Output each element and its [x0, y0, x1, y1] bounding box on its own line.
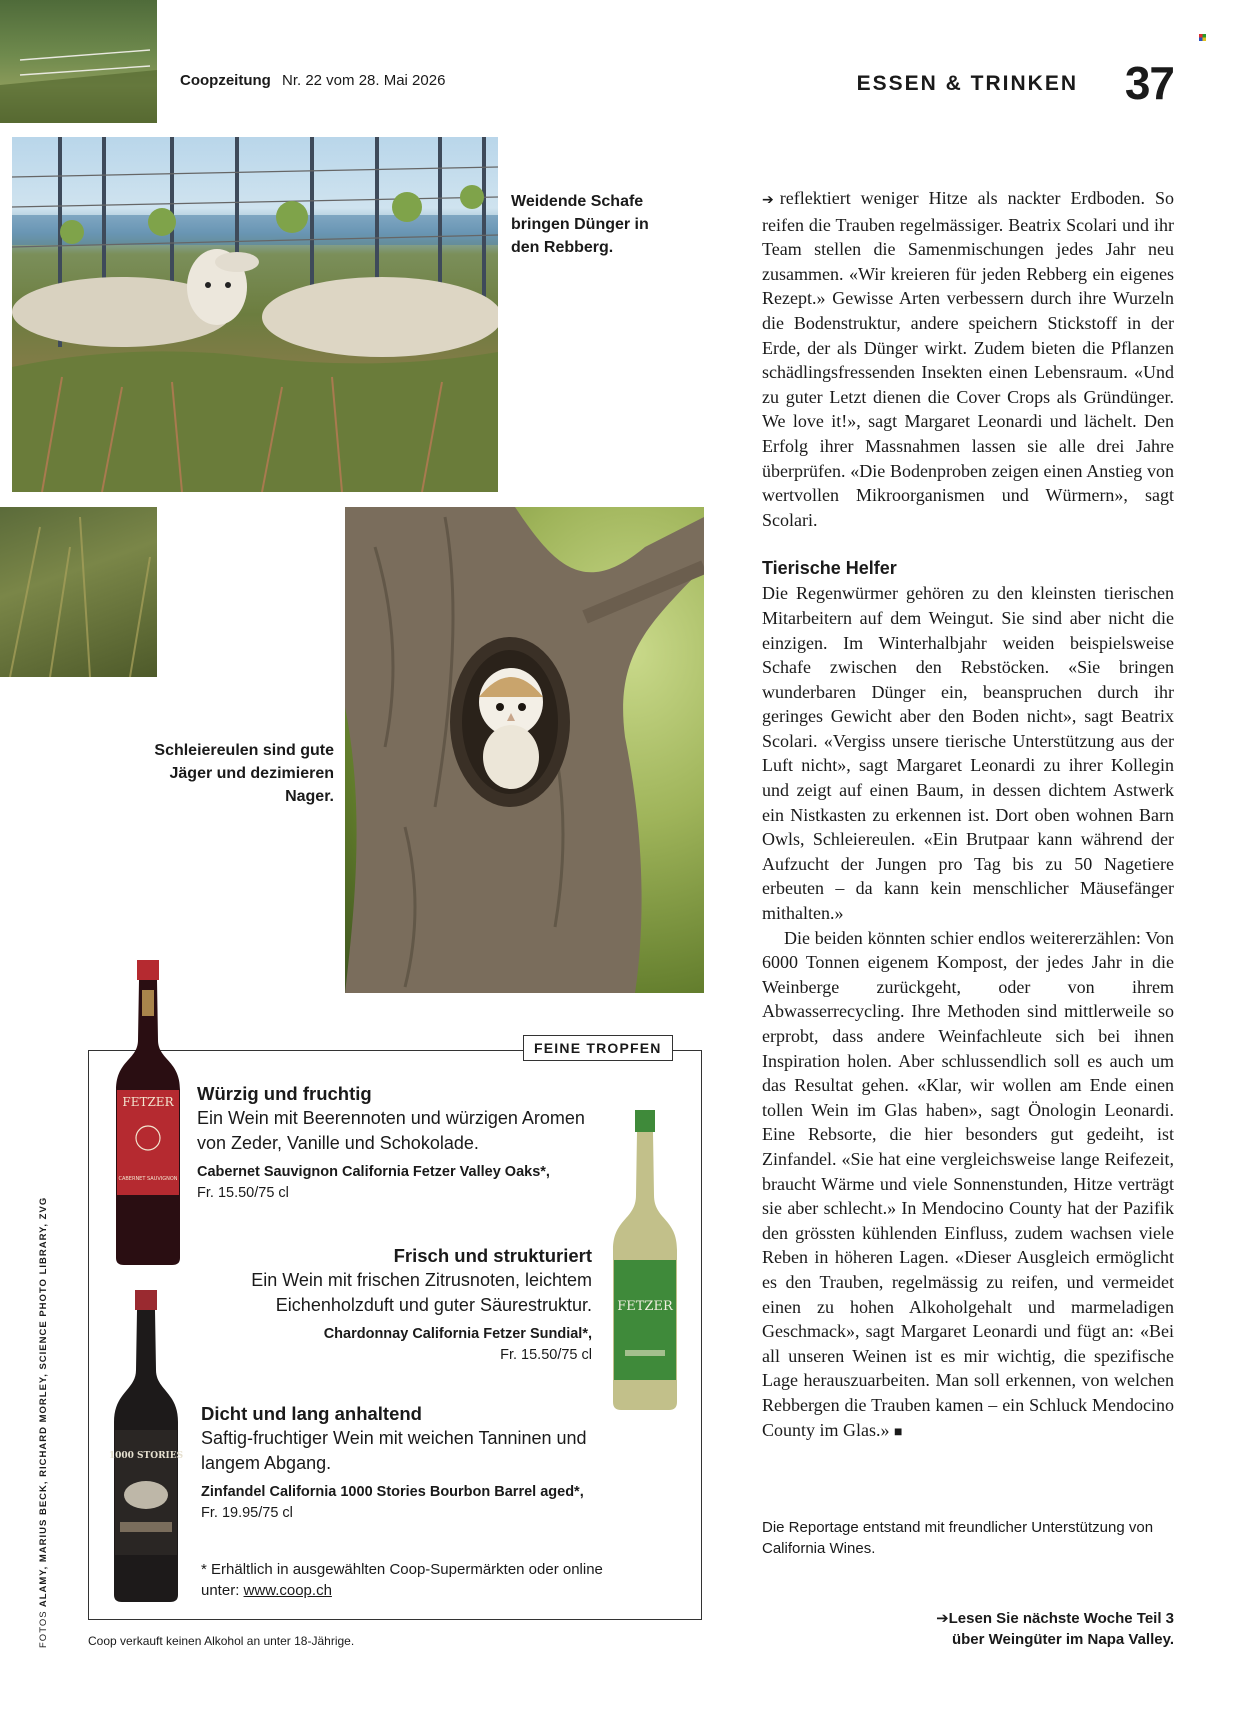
zinfandel-bottle-label: 1000 STORIES	[108, 1451, 184, 1461]
wine-price: Fr. 15.50/75 cl	[197, 1185, 289, 1201]
wine-price: Fr. 19.95/75 cl	[201, 1505, 293, 1521]
sheep-photo-caption: Weidende Schafe bringen Dünger in den Rebberg.	[511, 193, 649, 256]
arrow-right-icon: ➔	[936, 1610, 949, 1627]
grazing-sheep-vineyard-photo	[12, 137, 498, 492]
continuation-arrow-icon: ➔	[762, 192, 774, 208]
page-number: 37	[1124, 57, 1174, 109]
availability-text: * Erhältlich in ausgewählten Coop-Supermärkten oder online unter:	[201, 1561, 603, 1599]
photo-credits	[38, 1197, 49, 1648]
article-subheading: Tierische Helfer	[762, 558, 897, 579]
photo-credits-label: FOTOS	[38, 1610, 49, 1648]
next-week-line-2: über Weingüter im Napa Valley.	[951, 1631, 1174, 1648]
wine-description: Ein Wein mit frischen Zitrusnoten, leichtem Eichenholzduft und guter Säurestruktur.	[251, 1270, 592, 1315]
vineyard-hill-photo-strip	[0, 0, 157, 123]
wine-price: Fr. 15.50/75 cl	[500, 1347, 592, 1363]
barn-owl-tree-photo	[345, 507, 704, 993]
wine-name: Chardonnay California Fetzer Sundial*,	[323, 1326, 592, 1342]
article-paragraph-text: reflektiert weniger Hitze als nackter Erdboden. So reifen die Trauben regelmässiger. Beatrix Scolari und ihr Team stellen die Samenmischungen jedes Jahr neu zusammen. «Wir kreieren für jeden Rebberg ein eigenes Rezept.» Gewisse Arten verbessern durch ihre Wurzeln die Bodenstruktur, andere speichern Stickstoff in der Erde, der als Dünger wirkt. Zudem bieten die Pflanzen schädlingsfressenden Insekten einen Lebensraum. «Und zu guter Letzt dienen die Cover Crops als Gründünger. We love it!», sagt Margaret Leonardi und lächelt. Den Erfolg ihrer Massnahmen lassen sie alle drei Jahre überprüfen. «Die Bodenproben zeigen einen Anstieg von wertvollen Mikroorganismen und Würmern», sagt Scolari.	[762, 188, 1174, 530]
next-week-teaser[interactable]	[936, 1608, 1174, 1650]
article-paragraph: Die Regenwürmer gehören zu den kleinsten tierischen Mitarbeitern auf dem Weingut. Sie sind aber nicht die einzigen. Im Winterhalbjahr weiden beispielsweise Schafe zwischen den Rebstöcken. «Sie bringen wunderbaren Dünger ein, beanspruchen durch ihr geringes Gewicht aber den Boden nicht», sagt Beatrix Scolari. «Vergiss unsere tierische Unterstützung aus der Luft nicht», sagt Margaret Leonardi zu ihrer Kollegin und zeigt auf einen Baum, in dessen dichtem Astwerk ein Nistkasten zu erkennen ist. Dort oben wohnen Barn Owls, Schleiereulen. «Ein Brutpaar kann während der Aufzucht der Jungen pro Tag bis zu 50 Nagetiere erbeuten – da kann kein menschlicher Mäusefänger mithalten.»	[762, 583, 1174, 924]
wine-item	[197, 1081, 597, 1204]
wine-description: Saftig-fruchtiger Wein mit weichen Tanninen und langem Abgang.	[201, 1428, 587, 1473]
article-paragraph	[762, 926, 1174, 1445]
wine-description: Ein Wein mit Beerennoten und würzigen Aromen von Zeder, Vanille und Schokolade.	[197, 1108, 585, 1153]
article-paragraph	[762, 186, 1174, 532]
article-paragraph-text: Die beiden könnten schier endlos weitererzählen: Von 6000 Tonnen eigenem Kompost, der jedes Jahr in die Weinberge zurückgeht, oder von ihrem Abwasserrecycling. Ihre Methoden sind mittlerweile so erprobt, dass andere Weinfachleute sich bei ihnen Inspiration holen. Aber schlussendlich soll es auch um das Resultat gehen. «Klar, wir wollen am Ende einen tollen Wein im Glas haben», sagt Önologin Leonardi. Eine Rebsorte, die hier besonders gut gedeiht, ist Zinfandel. «Sie hat eine vergleichsweise lange Reifezeit, braucht Wärme und viele Sonnenstunden, Hitze verträgt sie aber schlecht.» In Mendocino County hat der Pazifik den grössten kühlenden Einfluss, zudem wachsen viele Reben in höheren Lagen. «Dieser Ausgleich ermöglicht es den Trauben, regelmässig zu reifen, und vermeidet einen zu hohen Alkoholgehalt und marmeladigen Geschmack», sagt Margaret Leonardi und fügt an: «Bei all unseren Weinen ist es mir wichtig, die spezifische Lage herauszuarbeiten. Man soll erkennen, von welchen Rebbergen die Trauben kamen – ein Schluck Mendocino County im Glas.»	[762, 927, 1174, 1440]
owl-photo-caption: Schleiereulen sind gute Jäger und dezimieren Nager.	[154, 742, 334, 805]
wine-box-tag: FEINE TROPFEN	[523, 1035, 673, 1061]
zinfandel-bottle-image	[106, 1290, 186, 1602]
next-week-line-1: Lesen Sie nächste Woche Teil 3	[948, 1610, 1174, 1627]
issue-date: Nr. 22 vom 28. Mai 2026	[282, 72, 446, 89]
wine-name: Cabernet Sauvignon California Fetzer Valley Oaks*,	[197, 1164, 550, 1180]
alcohol-disclaimer: Coop verkauft keinen Alkohol an unter 18-Jährige.	[88, 1634, 355, 1648]
color-registration-mark-icon	[1199, 34, 1206, 41]
sponsor-note: Die Reportage entstand mit freundlicher Unterstützung von California Wines.	[762, 1519, 1154, 1557]
section-title: ESSEN & TRINKEN	[856, 72, 1078, 95]
wine-item	[201, 1401, 621, 1524]
cabernet-bottle-sublabel: CABERNET SAUVIGNON	[118, 1176, 178, 1182]
end-mark-icon: ■	[894, 1424, 903, 1440]
coop-website-link[interactable]: www.coop.ch	[243, 1582, 332, 1599]
wine-item	[230, 1243, 592, 1366]
publication-name: Coopzeitung	[180, 72, 271, 89]
wine-title: Frisch und strukturiert	[393, 1245, 592, 1266]
cabernet-bottle-image	[108, 960, 188, 1265]
wine-title: Würzig und fruchtig	[197, 1083, 372, 1104]
article-body	[762, 186, 1174, 1445]
grass-detail-photo-strip	[0, 507, 157, 677]
wine-name: Zinfandel California 1000 Stories Bourbon Barrel aged*,	[201, 1484, 584, 1500]
chardonnay-bottle-image	[605, 1110, 685, 1410]
wine-title: Dicht und lang anhaltend	[201, 1403, 422, 1424]
availability-note	[201, 1559, 621, 1601]
cabernet-bottle-label: FETZER	[122, 1095, 174, 1109]
photo-credits-text: ALAMY, MARIUS BECK, RICHARD MORLEY, SCIENCE PHOTO LIBRARY, ZVG	[38, 1196, 49, 1608]
chardonnay-bottle-label: FETZER	[617, 1299, 673, 1314]
